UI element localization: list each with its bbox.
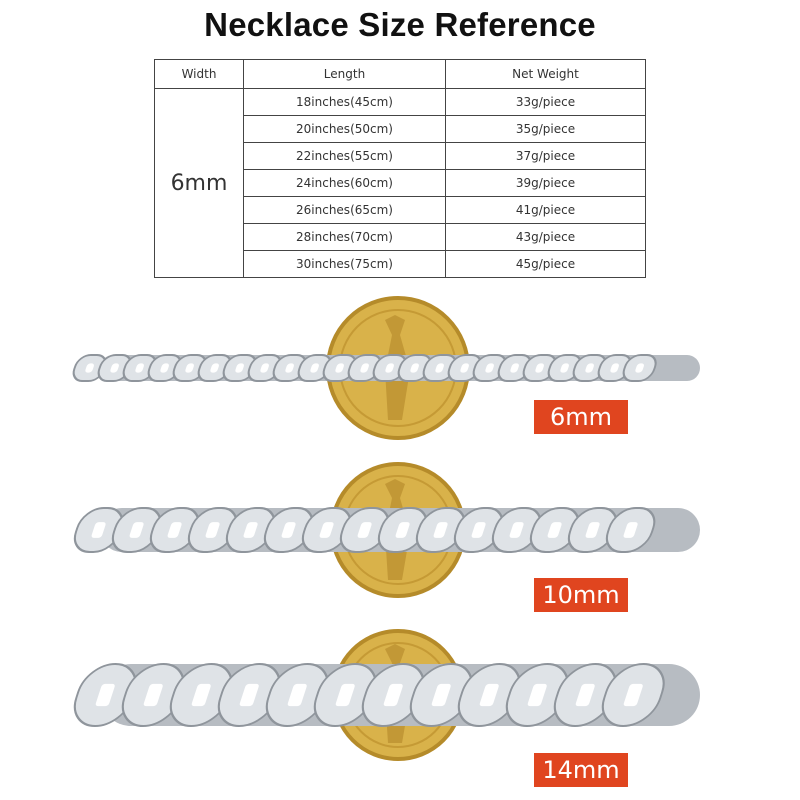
size-label-14mm: 14mm — [534, 753, 628, 787]
header-length: Length — [244, 60, 446, 89]
weight-cell: 37g/piece — [446, 143, 646, 170]
weight-cell: 45g/piece — [446, 251, 646, 278]
chain-illustration-6mm — [0, 290, 800, 450]
weight-cell: 33g/piece — [446, 89, 646, 116]
page-title: Necklace Size Reference — [204, 6, 596, 43]
chain-links — [69, 508, 700, 552]
header-net-weight: Net Weight — [446, 60, 646, 89]
size-label-10mm: 10mm — [534, 578, 628, 612]
size-reference-table — [154, 59, 646, 278]
chain-sample-14mm — [0, 625, 800, 800]
weight-cell: 39g/piece — [446, 170, 646, 197]
table-row — [155, 89, 646, 116]
chain-links — [70, 355, 700, 381]
length-cell: 20inches(50cm) — [244, 116, 446, 143]
length-cell: 28inches(70cm) — [244, 224, 446, 251]
weight-cell: 43g/piece — [446, 224, 646, 251]
chain-illustration-10mm — [0, 458, 800, 618]
length-cell: 18inches(45cm) — [244, 89, 446, 116]
length-cell: 22inches(55cm) — [244, 143, 446, 170]
chain-illustration-14mm — [0, 625, 800, 800]
size-label-6mm: 6mm — [534, 400, 628, 434]
table-header-row — [155, 60, 646, 89]
length-cell: 30inches(75cm) — [244, 251, 446, 278]
chain-sample-6mm — [0, 290, 800, 450]
header-width: Width — [155, 60, 244, 89]
length-cell: 24inches(60cm) — [244, 170, 446, 197]
length-cell: 26inches(65cm) — [244, 197, 446, 224]
width-value-cell: 6mm — [155, 89, 244, 278]
chain-sample-10mm — [0, 458, 800, 618]
weight-cell: 35g/piece — [446, 116, 646, 143]
chain-links — [67, 664, 700, 726]
weight-cell: 41g/piece — [446, 197, 646, 224]
